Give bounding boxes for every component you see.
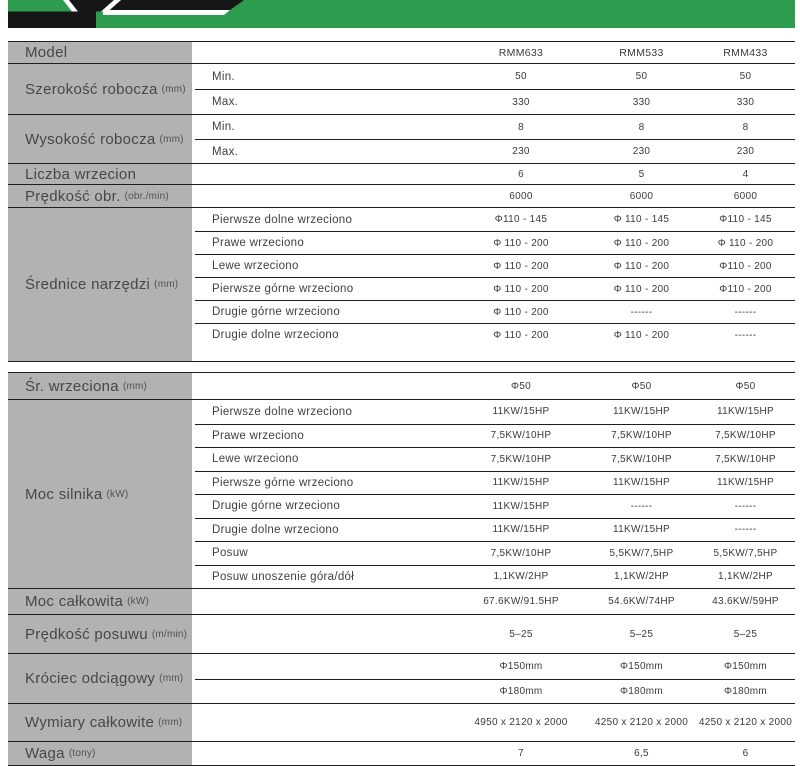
table-row bbox=[195, 400, 795, 424]
cell-value: 11KW/15HP bbox=[717, 406, 774, 418]
section-rows bbox=[195, 704, 795, 741]
spec-section-krociec bbox=[8, 653, 795, 703]
row-sublabel: Drugie górne wrzeciono bbox=[212, 500, 341, 513]
table-row bbox=[195, 424, 795, 448]
cell-value: 7,5KW/10HP bbox=[715, 430, 776, 442]
cell-value: 5,5KW/7,5HP bbox=[713, 547, 778, 559]
cell-value: Φ180mm bbox=[499, 685, 543, 697]
row-sublabel: Lewe wrzeciono bbox=[212, 453, 299, 466]
cell-value: 11KW/15HP bbox=[613, 524, 670, 536]
cell-value: 54.6KW/74HP bbox=[608, 596, 675, 607]
row-sublabel: Pierwsze dolne wrzeciono bbox=[212, 213, 353, 226]
section-unit-text: (mm) bbox=[159, 673, 184, 684]
section-unit-text: (obr./min) bbox=[124, 190, 169, 202]
row-sublabel: Drugie dolne wrzeciono bbox=[212, 329, 339, 341]
cell-value: Φ 110 - 200 bbox=[613, 329, 670, 341]
cell-value: 50 bbox=[515, 71, 527, 82]
table-row bbox=[195, 139, 795, 163]
cell-value: 330 bbox=[632, 96, 651, 108]
cell-value: Φ180mm bbox=[723, 685, 768, 697]
cell-value: 7,5KW/10HP bbox=[611, 453, 672, 465]
section-unit-text: (mm) bbox=[154, 279, 179, 290]
cell-value: 1,1KW/2HP bbox=[614, 571, 669, 583]
cell-value: 50 bbox=[739, 71, 752, 82]
section-label-wymiary bbox=[8, 704, 192, 741]
cell-value: 6,5 bbox=[634, 748, 649, 759]
section-rows bbox=[195, 742, 795, 765]
table-row bbox=[195, 64, 795, 89]
cell-value: 6 bbox=[742, 748, 749, 759]
cell-value: 8 bbox=[518, 121, 524, 133]
cell-value: 230 bbox=[512, 146, 530, 157]
spec-section-wymiary bbox=[8, 703, 795, 741]
section-label-moc-silnika bbox=[8, 400, 192, 588]
spec-section-liczba-wrzecion bbox=[8, 163, 795, 184]
section-label-szerokosc bbox=[8, 64, 192, 114]
cell-value: 5,5KW/7,5HP bbox=[609, 547, 674, 559]
row-sublabel: Prawe wrzeciono bbox=[212, 429, 305, 442]
cell-value: Φ180mm bbox=[619, 685, 664, 697]
cell-value: Φ 110 - 200 bbox=[493, 306, 549, 318]
cell-value: Φ150mm bbox=[619, 660, 664, 672]
table-row bbox=[195, 277, 795, 300]
spec-section-model bbox=[8, 41, 795, 63]
row-sublabel: Min. bbox=[212, 70, 235, 83]
cell-value: ------ bbox=[734, 500, 757, 512]
row-sublabel: Drugie górne wrzeciono bbox=[212, 306, 341, 318]
section-unit-text: (mm) bbox=[158, 717, 183, 728]
cell-value: Φ50 bbox=[735, 380, 756, 392]
section-unit-text: (tony) bbox=[68, 748, 96, 759]
table-row bbox=[195, 208, 795, 231]
cell-value: 7,5KW/10HP bbox=[490, 547, 552, 559]
table-row bbox=[195, 742, 795, 765]
row-sublabel: Prawe wrzeciono bbox=[212, 237, 305, 249]
cell-value: ------ bbox=[734, 306, 757, 318]
section-label-text: Model bbox=[25, 44, 68, 61]
section-rows bbox=[195, 208, 795, 361]
section-label-waga bbox=[8, 742, 192, 765]
section-label-wysokosc bbox=[8, 115, 192, 163]
cell-value: 7,5KW/10HP bbox=[490, 453, 552, 465]
section-label-text: Średnice narzędzi bbox=[25, 276, 151, 293]
section-label-text: Śr. wrzeciona bbox=[25, 377, 119, 395]
row-sublabel: Max. bbox=[212, 96, 239, 108]
spec-section-wysokosc bbox=[8, 114, 795, 163]
cell-value: 50 bbox=[635, 71, 648, 82]
table-row bbox=[195, 541, 795, 565]
cell-value: ------ bbox=[630, 500, 653, 512]
cell-value: Φ 110 - 145 bbox=[613, 214, 670, 225]
section-rows bbox=[195, 400, 795, 588]
cell-value: 7,5KW/10HP bbox=[611, 430, 672, 442]
table-row bbox=[195, 447, 795, 471]
cell-value: Φ110 - 145 bbox=[494, 214, 548, 225]
cell-value: 11KW/15HP bbox=[613, 406, 670, 418]
section-rows bbox=[195, 373, 795, 399]
cell-value: 5–25 bbox=[733, 628, 758, 640]
section-rows bbox=[195, 64, 795, 114]
row-sublabel: Drugie dolne wrzeciono bbox=[212, 523, 339, 536]
cell-value: 6 bbox=[518, 168, 524, 180]
cell-value: 7,5KW/10HP bbox=[715, 453, 776, 465]
table-row bbox=[195, 185, 795, 207]
section-label-text: Wymiary całkowite bbox=[25, 714, 155, 731]
cell-value: 230 bbox=[736, 146, 755, 157]
section-label-model bbox=[8, 42, 192, 63]
cell-value: 11KW/15HP bbox=[717, 477, 774, 489]
cell-value: RMM433 bbox=[723, 46, 768, 59]
table-row bbox=[195, 254, 795, 277]
table-row bbox=[195, 518, 795, 542]
table-row bbox=[195, 115, 795, 139]
cell-value: 7,5KW/10HP bbox=[490, 430, 552, 442]
spec-section-szerokosc bbox=[8, 63, 795, 114]
row-sublabel: Pierwsze górne wrzeciono bbox=[212, 476, 354, 489]
spec-section-moc-silnika bbox=[8, 399, 795, 588]
section-unit-text: (mm) bbox=[161, 83, 186, 95]
cell-value: 6000 bbox=[629, 190, 654, 202]
section-rows bbox=[195, 115, 795, 163]
spec-section-srednice-narzedzi bbox=[8, 207, 795, 362]
cell-value: 11KW/15HP bbox=[492, 477, 550, 489]
cell-value: 6000 bbox=[733, 190, 758, 202]
section-label-text: Liczba wrzecion bbox=[25, 165, 137, 183]
section-label-moc-calkowita bbox=[8, 589, 192, 614]
row-sublabel: Posuw bbox=[212, 547, 249, 560]
row-sublabel: Min. bbox=[212, 121, 235, 133]
table-row bbox=[195, 300, 795, 323]
section-label-text: Moc silnika bbox=[25, 485, 103, 503]
spec-section-predkosc-obr bbox=[8, 184, 795, 207]
table-row bbox=[195, 494, 795, 518]
section-label-text: Wysokość robocza bbox=[25, 130, 156, 148]
cell-value: RMM633 bbox=[498, 46, 544, 59]
cell-value: 4250 x 2120 x 2000 bbox=[698, 717, 793, 728]
row-sublabel: Pierwsze górne wrzeciono bbox=[212, 283, 354, 295]
table-row bbox=[195, 679, 795, 704]
spec-section-sr-wrzeciona bbox=[8, 372, 795, 399]
table-row bbox=[195, 704, 795, 741]
table-row bbox=[195, 565, 795, 589]
cell-value: 43.6KW/59HP bbox=[712, 596, 779, 607]
section-label-text: Moc całkowita bbox=[25, 593, 124, 610]
row-sublabel: Max. bbox=[212, 145, 239, 158]
table-row bbox=[195, 615, 795, 653]
spec-section-predkosc-posuwu bbox=[8, 614, 795, 653]
cell-value: 4 bbox=[742, 168, 749, 180]
table-row bbox=[195, 323, 795, 346]
cell-value: Φ110 - 200 bbox=[719, 283, 772, 295]
cell-value: ------ bbox=[734, 329, 757, 341]
section-label-sr-wrzeciona bbox=[8, 373, 192, 399]
section-label-krociec bbox=[8, 654, 192, 703]
section-unit-text: (mm) bbox=[122, 380, 148, 392]
table-row bbox=[195, 231, 795, 254]
cell-value: Φ110 - 145 bbox=[719, 214, 772, 225]
cell-value: Φ50 bbox=[510, 380, 531, 392]
cell-value: Φ50 bbox=[631, 380, 652, 392]
section-label-text: Waga bbox=[25, 745, 65, 762]
section-rows bbox=[195, 589, 795, 614]
section-label-predkosc-obr bbox=[8, 185, 192, 207]
cell-value: 8 bbox=[742, 121, 749, 133]
cell-value: Φ 110 - 200 bbox=[717, 237, 774, 249]
cell-value: Φ 110 - 200 bbox=[613, 260, 670, 272]
cell-value: 4950 x 2120 x 2000 bbox=[474, 717, 568, 728]
section-label-predkosc-posuwu bbox=[8, 615, 192, 653]
cell-value: 330 bbox=[736, 96, 755, 108]
section-label-text: Prędkość posuwu bbox=[25, 625, 148, 643]
cell-value: Φ150mm bbox=[499, 660, 543, 672]
spec-section-moc-calkowita bbox=[8, 588, 795, 614]
cell-value: Φ 110 - 200 bbox=[493, 283, 549, 295]
section-rows bbox=[195, 164, 795, 184]
spec-table bbox=[8, 41, 795, 766]
section-label-text: Prędkość obr. bbox=[25, 187, 121, 205]
row-sublabel: Lewe wrzeciono bbox=[212, 260, 299, 272]
section-label-liczba-wrzecion bbox=[8, 164, 192, 184]
table-row bbox=[195, 654, 795, 679]
cell-value: Φ 110 - 200 bbox=[613, 283, 670, 295]
table-row bbox=[195, 42, 795, 63]
cell-value: Φ 110 - 200 bbox=[613, 237, 670, 249]
section-unit-text: (kW) bbox=[127, 596, 150, 607]
table-row bbox=[195, 164, 795, 184]
section-unit-text: (m/min) bbox=[151, 628, 188, 640]
cell-value: 5–25 bbox=[509, 628, 533, 640]
brand-logo-fragment-icon bbox=[8, 0, 795, 28]
cell-value: 5 bbox=[638, 168, 645, 180]
cell-value: RMM533 bbox=[619, 46, 664, 59]
brand-bar bbox=[8, 0, 795, 28]
cell-value: 1,1KW/2HP bbox=[493, 571, 549, 583]
section-rows bbox=[195, 654, 795, 703]
cell-value: Φ 110 - 200 bbox=[493, 237, 549, 249]
cell-value: 8 bbox=[638, 121, 645, 133]
cell-value: ------ bbox=[630, 306, 653, 318]
cell-value: 1,1KW/2HP bbox=[718, 571, 773, 583]
table-row bbox=[195, 89, 795, 114]
table-row bbox=[195, 589, 795, 614]
cell-value: Φ110 - 200 bbox=[719, 260, 772, 272]
cell-value: 230 bbox=[632, 146, 651, 157]
section-unit-text: (kW) bbox=[106, 488, 129, 500]
section-rows bbox=[195, 615, 795, 653]
cell-value: 11KW/15HP bbox=[492, 500, 550, 512]
cell-value: ------ bbox=[734, 524, 757, 536]
spec-section-waga bbox=[8, 741, 795, 766]
cell-value: 6000 bbox=[509, 190, 533, 202]
cell-value: 5–25 bbox=[629, 628, 654, 640]
section-label-srednice-narzedzi bbox=[8, 208, 192, 361]
cell-value: 4250 x 2120 x 2000 bbox=[594, 717, 689, 728]
section-unit-text: (mm) bbox=[159, 133, 184, 145]
cell-value: Φ150mm bbox=[723, 660, 768, 672]
row-sublabel: Pierwsze dolne wrzeciono bbox=[212, 405, 353, 418]
cell-value: 11KW/15HP bbox=[613, 477, 670, 489]
cell-value: 330 bbox=[512, 96, 530, 108]
row-sublabel: Posuw unoszenie góra/dół bbox=[212, 570, 355, 583]
section-rows bbox=[195, 185, 795, 207]
cell-value: Φ 110 - 200 bbox=[493, 260, 549, 272]
cell-value: 7 bbox=[518, 748, 524, 759]
cell-value: 11KW/15HP bbox=[492, 524, 550, 536]
cell-value: 11KW/15HP bbox=[492, 406, 550, 418]
section-rows bbox=[195, 42, 795, 63]
section-label-text: Króciec odciągowy bbox=[25, 670, 156, 687]
section-label-text: Szerokość robocza bbox=[25, 80, 158, 98]
table-row bbox=[195, 471, 795, 495]
table-row bbox=[195, 373, 795, 399]
cell-value: Φ 110 - 200 bbox=[493, 329, 549, 341]
cell-value: 67.6KW/91.5HP bbox=[483, 596, 559, 607]
